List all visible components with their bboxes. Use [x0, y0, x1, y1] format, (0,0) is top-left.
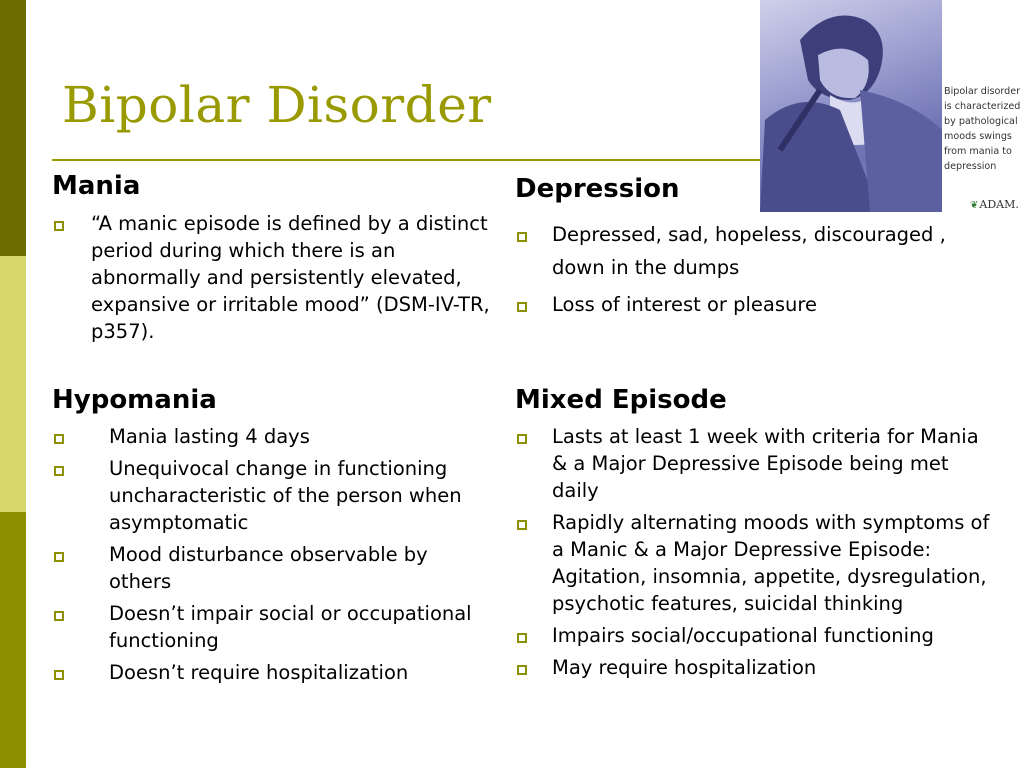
square-bullet-icon — [517, 302, 527, 312]
depression-heading: Depression — [515, 174, 680, 204]
list-item: Lasts at least 1 week with criteria for Mania & a Major Depressive Episode being met daily — [515, 423, 995, 504]
title-underline — [52, 159, 760, 161]
left-stripe-middle — [0, 256, 26, 512]
mixed-episode-heading: Mixed Episode — [515, 385, 727, 415]
mania-list — [52, 210, 492, 345]
square-bullet-icon — [54, 221, 64, 231]
mania-section — [52, 171, 492, 345]
square-bullet-icon — [54, 552, 64, 562]
left-stripe-top — [0, 0, 26, 256]
square-bullet-icon — [517, 434, 527, 444]
list-item: Rapidly alternating moods with symptoms of a Manic & a Major Depressive Episode: Agitation, insomnia, appetite, dysregulation, psychotic features, suicidal thinking — [515, 509, 995, 617]
list-item: Impairs social/occupational functioning — [515, 622, 995, 649]
square-bullet-icon — [54, 434, 64, 444]
depression-list — [515, 218, 975, 321]
square-bullet-icon — [517, 520, 527, 530]
list-item: Unequivocal change in functioning uncharacteristic of the person when asymptomatic — [52, 455, 492, 536]
square-bullet-icon — [54, 670, 64, 680]
left-stripe-bottom — [0, 512, 26, 768]
mixed-episode-list — [515, 423, 995, 681]
hypomania-section — [52, 385, 492, 691]
square-bullet-icon — [517, 232, 527, 242]
depression-section — [515, 174, 975, 325]
square-bullet-icon — [54, 466, 64, 476]
slide-title: Bipolar Disorder — [62, 76, 492, 134]
square-bullet-icon — [54, 611, 64, 621]
list-item: May require hospitalization — [515, 654, 995, 681]
square-bullet-icon — [517, 633, 527, 643]
list-item: Doesn’t require hospitalization — [52, 659, 492, 686]
photo-caption: Bipolar disorder is characterized by pathological moods swings from mania to depression — [944, 86, 1021, 172]
leaf-icon: ❦ — [970, 200, 979, 211]
mixed-episode-section — [515, 385, 995, 686]
hypomania-list — [52, 423, 492, 686]
list-item: Mania lasting 4 days — [52, 423, 492, 450]
list-item: Loss of interest or pleasure — [515, 288, 975, 321]
list-item: Mood disturbance observable by others — [52, 541, 492, 595]
list-item: “A manic episode is defined by a distinct period during which there is an abnormally and persistently elevated, expansive or irritable mood” (DSM-IV-TR, p357). — [52, 210, 492, 345]
list-item: Doesn’t impair social or occupational functioning — [52, 600, 492, 654]
list-item: Depressed, sad, hopeless, discouraged , down in the dumps — [515, 218, 975, 284]
adam-logo: ❦ADAM. — [970, 198, 1019, 211]
hypomania-heading: Hypomania — [52, 385, 217, 415]
mania-heading: Mania — [52, 171, 141, 201]
square-bullet-icon — [517, 665, 527, 675]
